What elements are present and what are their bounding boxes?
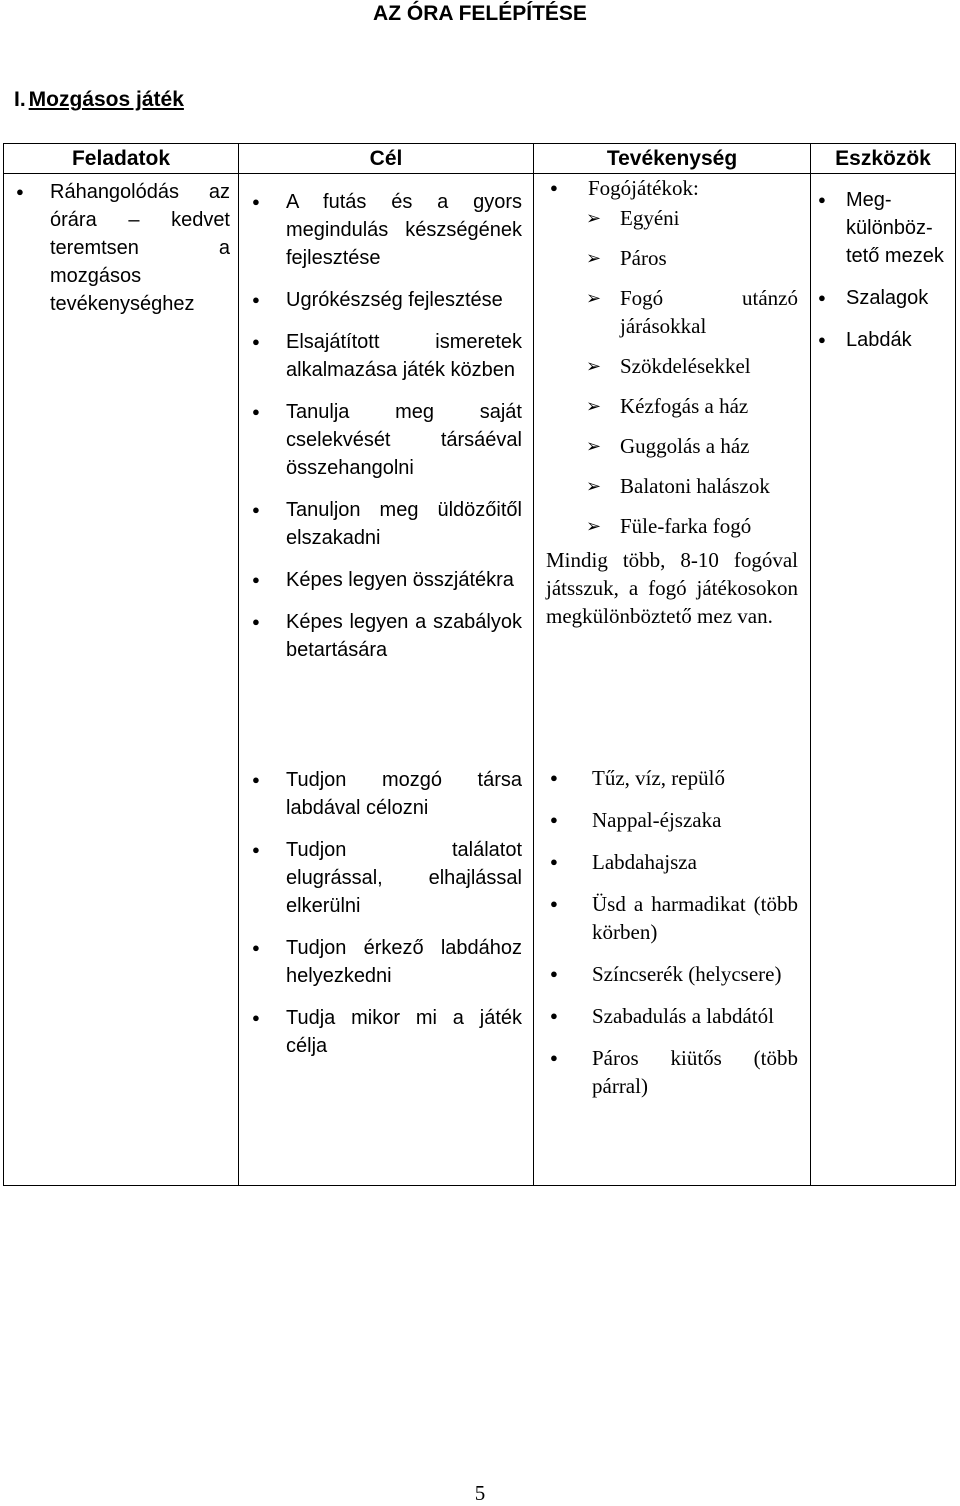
feladat-item: ● Ráhangolódás az órára – kedvet teremtsen a mozgásos tevékenységhez xyxy=(12,178,230,318)
bullet-icon: ● xyxy=(818,332,826,347)
page-number: 5 xyxy=(474,1481,486,1505)
lesson-table xyxy=(3,143,956,1186)
fogojatek-item: ➢ Kézfogás a ház xyxy=(586,394,749,418)
bullet-icon: ● xyxy=(16,184,24,199)
bullet-icon: ● xyxy=(550,854,558,869)
fogojatek-item: ➢ Füle-farka fogó xyxy=(586,514,752,538)
arrow-bullet-icon: ➢ xyxy=(586,208,602,228)
bullet-icon: ● xyxy=(252,940,260,955)
cel-item: ● Tanulja meg saját cselekvését társáéval összehangolni xyxy=(248,398,522,482)
arrow-bullet-icon: ➢ xyxy=(586,248,602,268)
tevekenyseg-cell xyxy=(546,174,798,630)
eszkoz-item: ● Labdák xyxy=(816,326,950,354)
cel-cell-ball xyxy=(248,766,522,1074)
cel-item: ● Tudjon mozgó társa labdával célozni xyxy=(248,766,522,822)
labdajatek-item: ● Labdahajsza xyxy=(550,850,697,874)
bullet-icon: ● xyxy=(550,180,558,195)
bullet-icon: ● xyxy=(252,334,260,349)
header-eszkozok: Eszközök xyxy=(835,147,931,170)
bullet-icon: ● xyxy=(252,194,260,209)
fogojatek-item: ➢ Balatoni halászok xyxy=(586,474,770,498)
labdajatek-item: ● Páros kiütős (több párral) xyxy=(550,1046,798,1098)
column-divider xyxy=(238,144,239,1185)
eszkozok-cell xyxy=(816,186,950,368)
cel-item: ● Tudja mikor mi a játék célja xyxy=(248,1004,522,1060)
bullet-icon: ● xyxy=(252,572,260,587)
fogojatek-item: ➢ Szökdelésekkel xyxy=(586,354,751,378)
cel-item: ● Tanuljon meg üldözőitől elszakadni xyxy=(248,496,522,552)
arrow-bullet-icon: ➢ xyxy=(586,436,602,456)
fogojatek-item: ➢ Guggolás a ház xyxy=(586,434,750,458)
section-number: I. xyxy=(14,88,26,111)
fogojatek-item: ➢ Fogó utánzó járásokkal xyxy=(586,286,798,338)
section-title: Mozgásos játék xyxy=(28,88,184,111)
fogojatek-item: ➢ Páros xyxy=(586,246,667,270)
column-divider xyxy=(810,144,811,1185)
arrow-bullet-icon: ➢ xyxy=(586,396,602,416)
arrow-bullet-icon: ➢ xyxy=(586,288,602,308)
header-divider xyxy=(4,173,955,174)
bullet-icon: ● xyxy=(550,1050,558,1065)
bullet-icon: ● xyxy=(818,192,826,207)
bullet-icon: ● xyxy=(818,290,826,305)
arrow-bullet-icon: ➢ xyxy=(586,516,602,536)
section-heading xyxy=(14,87,184,113)
bullet-icon: ● xyxy=(550,966,558,981)
fogojatek-item: ➢ Egyéni xyxy=(586,206,680,230)
cel-item: ● Képes legyen összjátékra xyxy=(248,566,522,594)
cel-item: ● Tudjon érkező labdához helyezkedni xyxy=(248,934,522,990)
bullet-icon: ● xyxy=(252,1010,260,1025)
bullet-icon: ● xyxy=(252,292,260,307)
cel-item: ● Elsajátított ismeretek alkalmazása játék közben xyxy=(248,328,522,384)
header-cel: Cél xyxy=(369,147,403,170)
bullet-icon: ● xyxy=(252,404,260,419)
page-title: AZ ÓRA FELÉPÍTÉSE xyxy=(373,2,587,25)
bullet-icon: ● xyxy=(252,502,260,517)
bullet-icon: ● xyxy=(550,770,558,785)
arrow-bullet-icon: ➢ xyxy=(586,356,602,376)
header-feladatok: Feladatok xyxy=(71,147,171,170)
bullet-icon: ● xyxy=(252,842,260,857)
labdajatek-item: ● Szabadulás a labdától xyxy=(550,1004,774,1028)
labdajatek-item: ● Üsd a harmadikat (több körben) xyxy=(550,892,798,944)
bullet-icon: ● xyxy=(550,896,558,911)
header-tevekenyseg: Tevékenység xyxy=(606,147,738,170)
cel-item: ● A futás és a gyors megindulás készségének fejlesztése xyxy=(248,188,522,272)
arrow-bullet-icon: ➢ xyxy=(586,476,602,496)
bullet-icon: ● xyxy=(252,772,260,787)
cel-item: ● Képes legyen a szabályok betartására xyxy=(248,608,522,664)
feladatok-cell xyxy=(12,178,230,318)
labdajatek-item: ● Nappal-éjszaka xyxy=(550,808,722,832)
fogojatekok-heading: ● Fogójátékok: xyxy=(550,176,699,200)
column-divider xyxy=(533,144,534,1185)
cel-cell xyxy=(248,188,522,678)
bullet-icon: ● xyxy=(550,812,558,827)
cel-item: ● Ugrókészség fejlesztése xyxy=(248,286,522,314)
tevekenyseg-note: Mindig több, 8-10 fogóval játsszuk, a fogó játékosokon megkülönböztető mez van. xyxy=(546,548,798,628)
bullet-icon: ● xyxy=(252,614,260,629)
bullet-icon: ● xyxy=(550,1008,558,1023)
eszkoz-item: ● Meg-különböz-tető mezek xyxy=(816,186,950,270)
cel-item: ● Tudjon találatot elugrással, elhajlással elkerülni xyxy=(248,836,522,920)
labdajatek-item: ● Tűz, víz, repülő xyxy=(550,766,725,790)
eszkoz-item: ● Szalagok xyxy=(816,284,950,312)
labdajatekok-cell xyxy=(546,764,798,1114)
labdajatek-item: ● Színcserék (helycsere) xyxy=(550,962,782,986)
